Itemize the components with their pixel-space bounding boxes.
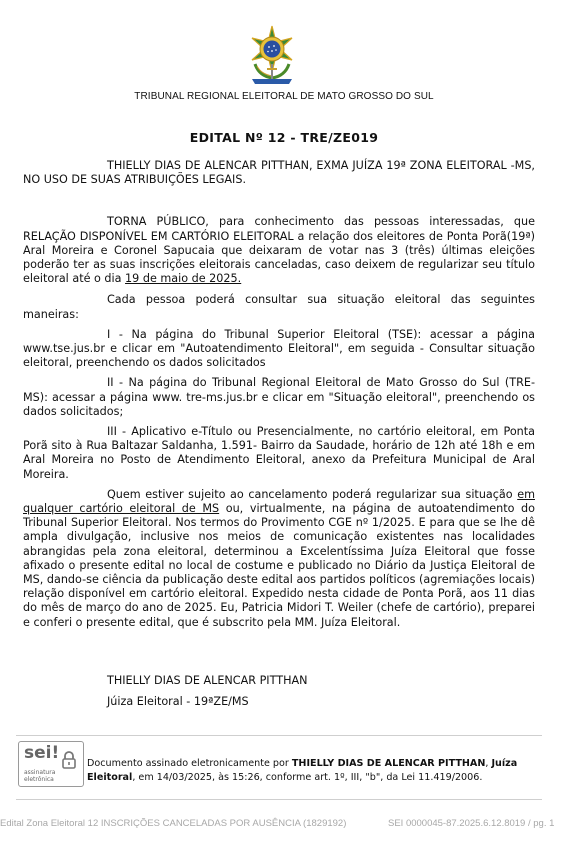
court-name: TRIBUNAL REGIONAL ELEITORAL DE MATO GROSSO DO SUL [134,91,434,102]
signer-name: THIELLY DIAS DE ALENCAR PITTHAN [107,674,308,687]
statement-signer: THIELLY DIAS DE ALENCAR PITTHAN [291,758,486,769]
closing-text-b: ou, virtualmente, na página de autoatendimento do Tribunal Superior Eleitoral. Nos termos do Provimento CGE nº 1/2025. E para que se lhe dê ampla divulgação, inclusive nos meios de comunicação existentes nas localidades abrangidas pela zona eleitoral, determinou a Excelentíssima Juíza Eleitoral que fosse afixado o presente edital no local de costume e publicado no Diário da Justiça Eleitoral de MS, dando-se ciência da publicação deste edital aos partidos políticos (agremiações locais) relação disponível em cartório eleitoral. Expedido nesta cidade de Ponta Porã, aos 11 dias do mês de março do ano de 2025. Eu, Patricia Midori T. Weiler (chefe de cartório), preparei e conferi o presente edital, que é subscrito pela MM. Juíza Eleitoral. [23,502,535,629]
closing-text-a: Quem estiver sujeito ao cancelamento poderá regularizar sua situação [107,487,518,501]
edital-body [23,159,535,630]
paragraph-option-presencial: III - Aplicativo e-Título ou Presencialmente, no cartório eleitoral, em Ponta Porã sito à Rua Baltazar Saldanha, 1.591- Bairro da Saudade, horário de 12h até 18h e em Aral Moreira no Posto de Atendimento Eleitoral, anexo da Prefeitura Municipal de Aral Moreira. [23,425,535,481]
footer-page-id: SEI 0000045-87.2025.6.12.8019 / pg. 1 [388,818,555,829]
divider-top [16,735,542,736]
paragraph-option-tre: II - Na página do Tribunal Regional Eleitoral de Mato Grosso do Sul (TRE-MS): acessar a página www. tre-ms.jus.br e clicar em "Situação eleitoral", preenchendo os dados solicitados; [23,376,535,418]
closing-underlined: em qualquer cartório eleitoral de MS [23,487,535,516]
divider-bottom [16,799,542,800]
paragraph-consult: Cada pessoa poderá consultar sua situação eleitoral das seguintes maneiras: [23,293,535,321]
signature-statement [87,757,547,785]
signer-role: Júiza Eleitoral - 19ªZE/MS [107,695,249,708]
deadline-date: 19 de maio de 2025. [125,272,242,286]
statement-separator: , [485,758,492,769]
paragraph-announcement [23,215,535,286]
seal-logo: sei! [24,743,60,763]
sei-electronic-seal [18,741,84,787]
statement-prefix: Documento assinado eletronicamente por [87,758,292,769]
footer-document-name: Edital Zona Eleitoral 12 INSCRIÇÕES CANCELADAS POR AUSÊNCIA (1829192) [0,818,347,829]
statement-signer-role: Juíza Eleitoral [87,758,518,783]
brazil-coat-of-arms-icon [247,24,297,86]
seal-sub-1: assinatura [24,769,56,776]
paragraph-opening: THIELLY DIAS DE ALENCAR PITTHAN, EXMA JUÍZA 19ª ZONA ELEITORAL -MS, NO USO DE SUAS ATRIBUIÇÕES LEGAIS. [23,159,535,187]
paragraph-option-tse: I - Na página do Tribunal Superior Eleitoral (TSE): acessar a página www.tse.jus.br e clicar em "Autoatendimento Eleitoral", em seguida - Consultar situação eleitoral, preenchendo os dados solicitados [23,327,535,370]
seal-sub-2: eletrônica [24,776,54,783]
edital-title: EDITAL Nº 12 - TRE/ZE019 [189,130,379,145]
announcement-text: TORNA PÚBLICO, para conhecimento das pessoas interessadas, que RELAÇÃO DISPONÍVEL EM CARTÓRIO ELEITORAL a relação dos eleitores de Ponta Porã(19ª) Aral Moreira e Coronel Sapucaia que deixaram de votar nas 3 (três) últimas eleições poderão ter as suas inscrições eleitorais canceladas, caso deixem de regularizar seu título eleitoral até o dia [23,215,535,286]
statement-suffix: , em 14/03/2025, às 15:26, conforme art. 1º, III, "b", da Lei 11.419/2006. [132,772,483,783]
paragraph-closing [23,488,535,630]
padlock-icon [62,751,76,769]
